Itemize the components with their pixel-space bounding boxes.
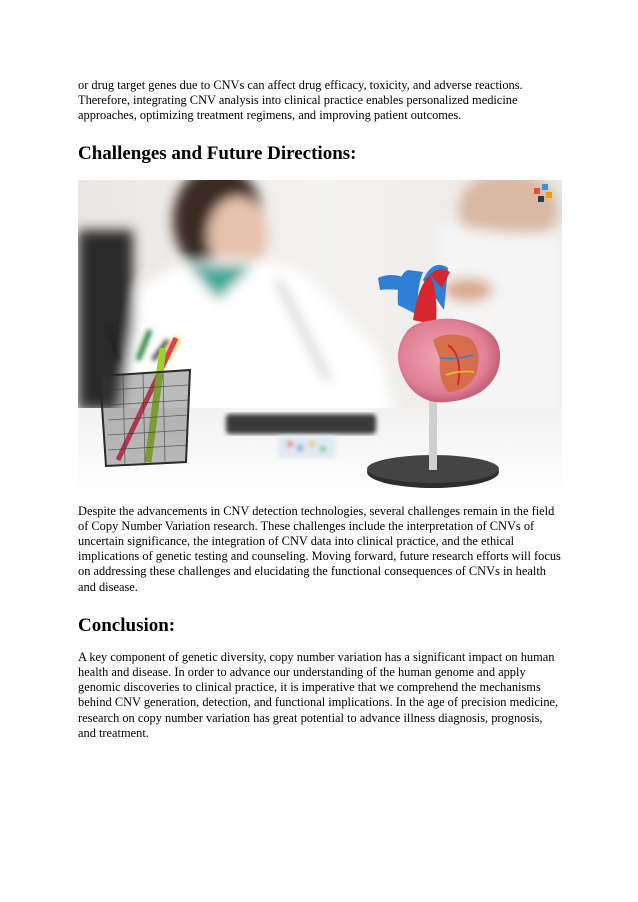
conclusion-heading: Conclusion:: [78, 614, 176, 636]
phone-icon: [226, 414, 376, 434]
challenges-paragraph: Despite the advancements in CNV detection technologies, several challenges remain in the field of Copy Number Variation research. These challenges include the interpretation of CNVs of uncertain significance, the integration of CNV data into clinical practice, and the ethical implications of genetic testing and counseling. Moving forward, future research efforts will focus on addressing these challenges and elucidating the functional consequences of CNVs in health and disease.: [78, 503, 561, 594]
intro-paragraph: or drug target genes due to CNVs can affect drug efficacy, toxicity, and adverse reactions. Therefore, integrating CNV analysis into clinical practice enables personalized medicine approaches, optimizing treatment regimens, and improving patient outcomes.: [78, 78, 523, 123]
pill-box-icon: [278, 436, 336, 458]
document-page: [78, 78, 562, 741]
conclusion-paragraph: A key component of genetic diversity, copy number variation has a significant impact on human health and disease. In order to advance our understanding of the human genome and apply genomic discoveries to clinical practice, it is imperative that we comprehend the mechanisms behind CNV generation, detection, and functional implications. In the age of precision medicine, research on copy number variation has great potential to advance illness diagnosis, prognosis, and treatment.: [78, 649, 559, 740]
challenges-heading: Challenges and Future Directions:: [78, 142, 357, 164]
heart-model-photo: [78, 180, 562, 498]
